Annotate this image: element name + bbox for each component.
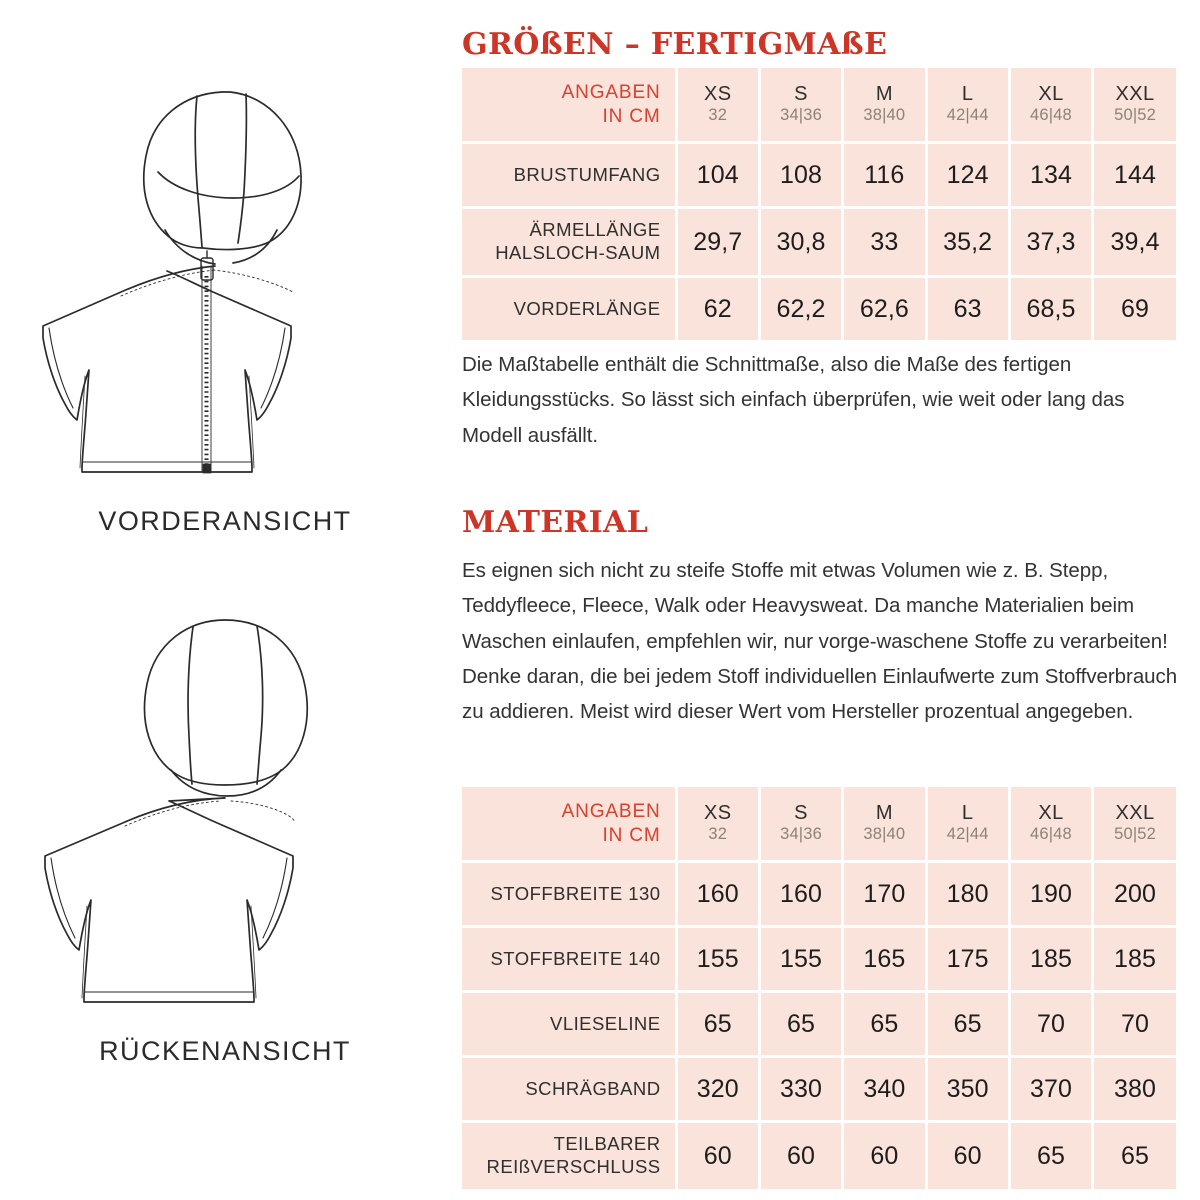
table-cell: 185: [1009, 927, 1092, 992]
table-cell: 370: [1009, 1057, 1092, 1122]
table-cell: 63: [926, 277, 1009, 341]
row-label: [462, 277, 676, 341]
front-view-block: [0, 70, 450, 537]
table-row: [462, 277, 1176, 341]
table-cell: 70: [1009, 992, 1092, 1057]
table-row: [462, 143, 1176, 208]
size-range: 38|40: [863, 106, 906, 125]
size-header-cell: [1009, 68, 1092, 143]
table-cell: 65: [1009, 1122, 1092, 1190]
back-view-illustration: [25, 600, 425, 1030]
front-view-caption: VORDERANSICHT: [98, 506, 352, 536]
size-range: 34|36: [780, 106, 822, 125]
size-range: 42|44: [946, 825, 989, 844]
row-label-line1: SCHRÄGBAND: [525, 1077, 661, 1099]
shoulder-stitch-right-back: [231, 801, 295, 822]
table-cell: 330: [759, 1057, 842, 1122]
table-row: [462, 992, 1176, 1057]
size-name: S: [794, 82, 808, 105]
sizes-heading: GRÖßEN – FERTIGMAßE: [462, 27, 888, 62]
table-row: [462, 927, 1176, 992]
size-name: XXL: [1115, 801, 1155, 824]
back-view-block: [0, 600, 450, 1067]
row-label-line1: STOFFBREITE 130: [490, 882, 661, 904]
table-cell: 60: [926, 1122, 1009, 1190]
row-label: [462, 992, 676, 1057]
table-cell: 170: [843, 862, 926, 927]
table-cell: 60: [843, 1122, 926, 1190]
illustrations-column: [0, 0, 450, 1200]
table-cell: 160: [676, 862, 759, 927]
size-name: L: [961, 82, 974, 105]
table-cell: 68,5: [1009, 277, 1092, 341]
sizes-table-wrapper: [462, 68, 1176, 340]
table-header-label: [462, 787, 676, 862]
table-cell: 180: [926, 862, 1009, 927]
material-table-wrapper: [462, 787, 1176, 1189]
row-label-line2: REIßVERSCHLUSS: [486, 1156, 661, 1177]
table-cell: 165: [843, 927, 926, 992]
header-label-line1: ANGABEN: [561, 800, 661, 822]
back-view-caption: RÜCKENANSICHT: [99, 1036, 351, 1066]
size-name: M: [875, 801, 893, 824]
table-row: [462, 862, 1176, 927]
table-cell: 380: [1093, 1057, 1176, 1122]
table-cell: 104: [676, 143, 759, 208]
table-cell: 175: [926, 927, 1009, 992]
row-label: [462, 208, 676, 277]
hood-outline-back: [145, 620, 308, 785]
fabric-requirements-table: [462, 787, 1176, 1189]
table-cell: 35,2: [926, 208, 1009, 277]
row-label: [462, 1057, 676, 1122]
size-header-cell: [843, 787, 926, 862]
table-cell: 185: [1093, 927, 1176, 992]
size-name: XL: [1038, 801, 1064, 824]
table-cell: 62,6: [843, 277, 926, 341]
table-cell: 39,4: [1093, 208, 1176, 277]
table-cell: 30,8: [759, 208, 842, 277]
size-header-cell: [843, 68, 926, 143]
row-label-line1: ÄRMELLÄNGE: [529, 219, 661, 241]
size-range: 50|52: [1114, 825, 1156, 844]
zipper-stopper: [203, 464, 211, 473]
table-cell: 124: [926, 143, 1009, 208]
size-header-cell: [1093, 68, 1176, 143]
table-cell: 340: [843, 1057, 926, 1122]
size-name: XS: [703, 82, 732, 105]
table-cell: 69: [1093, 277, 1176, 341]
size-header-cell: [1009, 787, 1092, 862]
size-header-cell: [926, 787, 1009, 862]
size-header-cell: [676, 787, 759, 862]
table-cell: 60: [759, 1122, 842, 1190]
row-label-line1: BRUSTUMFANG: [513, 163, 661, 185]
size-name: M: [875, 82, 893, 105]
table-cell: 144: [1093, 143, 1176, 208]
header-label-line2: IN CM: [602, 105, 661, 127]
size-range: 38|40: [863, 825, 906, 844]
sizes-description: Die Maßtabelle enthält die Schnittmaße, also die Maße des fertigen Kleidungsstücks. So lässt sich einfach überprüfen, wie weit oder lang das Modell ausfällt.: [462, 353, 1125, 447]
body-outline-back: [45, 798, 293, 1002]
table-cell: 65: [1093, 1122, 1176, 1190]
table-cell: 155: [676, 927, 759, 992]
hood-neck-edge: [171, 770, 281, 796]
material-heading: MATERIAL: [462, 505, 649, 540]
size-header-cell: [1093, 787, 1176, 862]
table-cell: 108: [759, 143, 842, 208]
row-label: [462, 927, 676, 992]
table-cell: 160: [759, 862, 842, 927]
table-cell: 190: [1009, 862, 1092, 927]
size-header-cell: [759, 787, 842, 862]
table-cell: 62: [676, 277, 759, 341]
table-cell: 116: [843, 143, 926, 208]
table-cell: 62,2: [759, 277, 842, 341]
table-cell: 65: [759, 992, 842, 1057]
row-label: [462, 1122, 676, 1190]
header-label-line2: IN CM: [602, 824, 661, 846]
hood-face-seam: [158, 172, 299, 198]
finished-measurements-table: [462, 68, 1176, 340]
size-range: 34|36: [780, 825, 822, 844]
table-cell: 37,3: [1009, 208, 1092, 277]
table-cell: 134: [1009, 143, 1092, 208]
table-cell: 33: [843, 208, 926, 277]
size-range: 32: [708, 825, 728, 844]
body-outline: [43, 266, 291, 472]
material-description: Es eignen sich nicht zu steife Stoffe mit etwas Volumen wie z. B. Stepp, Teddyfleece, Fleece, Walk oder Heavysweat. Da manche Materialien beim Waschen einlaufen, empfehlen wir, nur vorge-waschene Stoffe zu verarbeiten! Denke daran, die bei jedem Stoff individuellen Einlaufwerte zum Stoffverbrauch zu addieren. Meist wird dieser Wert vom Hersteller prozentual angegeben.: [462, 559, 1178, 723]
size-name: XS: [703, 801, 732, 824]
table-cell: 200: [1093, 862, 1176, 927]
front-view-illustration: [25, 70, 425, 500]
table-cell: 60: [676, 1122, 759, 1190]
size-range: 42|44: [946, 106, 989, 125]
size-range: 50|52: [1114, 106, 1156, 125]
table-cell: 65: [676, 992, 759, 1057]
hood-seam-left: [195, 96, 202, 247]
row-label-line2: HALSLOCH-SAUM: [495, 242, 661, 263]
row-label-line1: VORDERLÄNGE: [513, 297, 661, 319]
table-header-row: [462, 68, 1176, 143]
hood-panel-seam-left: [188, 627, 193, 784]
row-label-line1: TEILBARER: [553, 1133, 661, 1155]
table-cell: 65: [843, 992, 926, 1057]
shoulder-stitch-right: [213, 270, 293, 292]
table-cell: 155: [759, 927, 842, 992]
row-label: [462, 143, 676, 208]
size-name: S: [794, 801, 808, 824]
header-label-line1: ANGABEN: [561, 81, 661, 103]
table-cell: 320: [676, 1057, 759, 1122]
size-header-cell: [926, 68, 1009, 143]
content-column: [450, 0, 1200, 1200]
hood-outline: [144, 92, 301, 250]
hood-seam-right: [238, 94, 246, 243]
table-cell: 70: [1093, 992, 1176, 1057]
size-name: L: [961, 801, 974, 824]
table-cell: 350: [926, 1057, 1009, 1122]
size-range: 46|48: [1030, 825, 1072, 844]
table-row: [462, 1122, 1176, 1190]
row-label-line1: STOFFBREITE 140: [490, 947, 661, 969]
row-label-line1: VLIESELINE: [550, 1012, 661, 1034]
table-row: [462, 208, 1176, 277]
size-range: 46|48: [1030, 106, 1072, 125]
size-header-cell: [759, 68, 842, 143]
table-cell: 29,7: [676, 208, 759, 277]
row-label: [462, 862, 676, 927]
size-name: XL: [1038, 82, 1064, 105]
table-header-label: [462, 68, 676, 143]
table-header-row: [462, 787, 1176, 862]
table-row: [462, 1057, 1176, 1122]
size-range: 32: [708, 106, 728, 125]
size-name: XXL: [1115, 82, 1155, 105]
size-header-cell: [676, 68, 759, 143]
table-cell: 65: [926, 992, 1009, 1057]
hood-panel-seam-right: [257, 626, 263, 784]
